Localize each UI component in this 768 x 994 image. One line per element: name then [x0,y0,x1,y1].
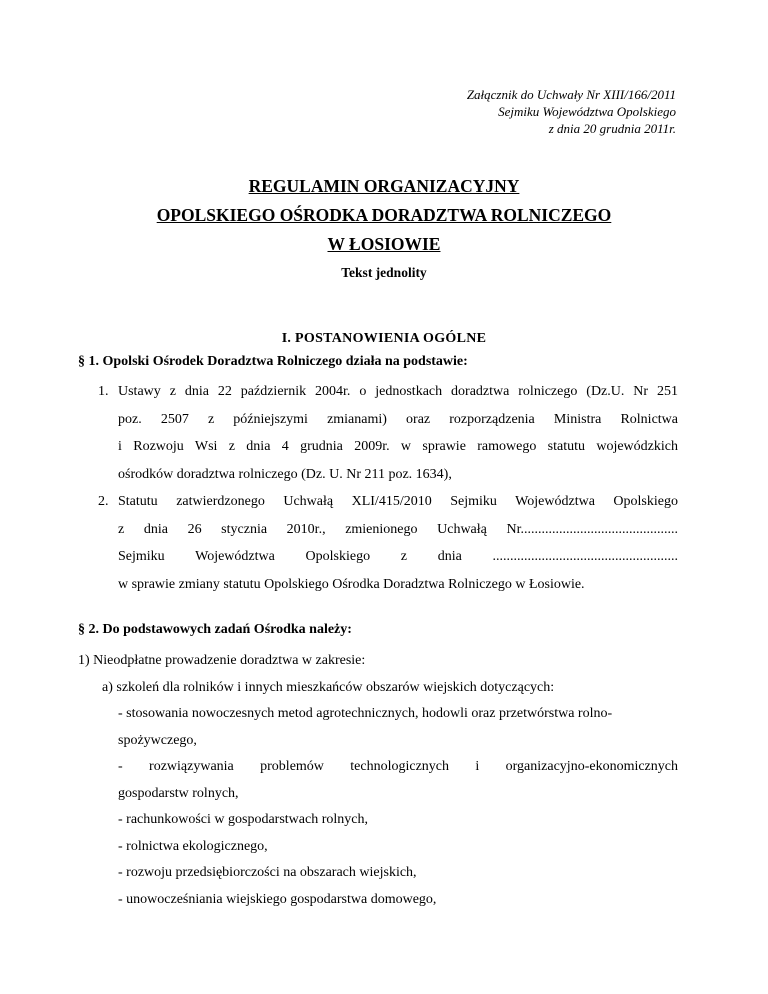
list-item [78,488,678,598]
document-subtitle: Tekst jednolity [341,265,427,280]
annex-line-1: Załącznik do Uchwały Nr XIII/166/2011 [466,87,676,102]
list-item-line: Sejmiku Województwa Opolskiego z dnia ..................................................... [118,549,678,564]
bullet-line: - unowocześniania wiejskiego gospodarstwa domowego, [118,891,437,907]
tasks-list [78,648,678,913]
bullet-line-text: - rozwiązywania problemów technologicznych i organizacyjno-ekonomicznych [118,759,678,774]
annex-line-3: z dnia 20 grudnia 2011r. [548,121,676,136]
document-title-line-2: OPOLSKIEGO OŚRODKA DORADZTWA ROLNICZEGO [156,205,612,225]
legal-basis-list [78,378,678,598]
paragraph-1-heading: § 1. Opolski Ośrodek Doradztwa Rolniczego działa na podstawie: [78,354,468,369]
point-1: 1) Nieodpłatne prowadzenie doradztwa w zakresie: [78,653,366,668]
bullet-line: - stosowania nowoczesnych metod agrotechnicznych, hodowli oraz przetwórstwa rolno- [118,706,613,721]
list-item-line: Statutu zatwierdzonego Uchwałą XLI/415/2010 Sejmiku Województwa Opolskiego [118,494,678,509]
paragraph-2-heading: § 2. Do podstawowych zadań Ośrodka należy: [78,622,352,637]
list-item-line: ośrodków doradztwa rolniczego (Dz. U. Nr 211 poz. 1634), [118,466,452,482]
list-item-number: 2. [98,494,109,509]
point-1-sub-a: a) szkoleń dla rolników i innych mieszkańców obszarów wiejskich dotyczących: [102,679,555,695]
list-item-line: Ustawy z dnia 22 październik 2004r. o jednostkach doradztwa rolniczego (Dz.U. Nr 251 [118,384,678,399]
list-item [78,378,678,488]
bullet-line: - rachunkowości w gospodarstwach rolnych, [118,812,368,827]
list-item-number: 1. [98,384,109,399]
list-item-line: w sprawie zmiany statutu Opolskiego Ośrodka Doradztwa Rolniczego w Łosiowie. [118,576,585,592]
bullet-line: spożywczego, [118,732,197,748]
list-item-line: z dnia 26 stycznia 2010r., zmienionego Uchwałą Nr............................................. [118,521,678,537]
bullet-line [78,754,678,781]
section-heading-general-provisions: I. POSTANOWIENIA OGÓLNE [281,331,487,346]
bullet-line: - rolnictwa ekologicznego, [118,838,268,854]
list-item-line: i Rozwoju Wsi z dnia 4 grudnia 2009r. w sprawie ramowego statutu wojewódzkich [118,439,678,454]
list-item-line: poz. 2507 z późniejszymi zmianami) oraz rozporządzenia Ministra Rolnictwa [118,411,678,427]
annex-line-2: Sejmiku Województwa Opolskiego [498,104,676,119]
annex-note [467,86,676,137]
document-title-line-1: REGULAMIN ORGANIZACYJNY [248,176,520,196]
bullet-line: - rozwoju przedsiębiorczości na obszarach wiejskich, [118,865,417,880]
document-title-line-3: W ŁOSIOWIE [327,234,441,254]
bullet-line: gospodarstw rolnych, [118,785,239,801]
